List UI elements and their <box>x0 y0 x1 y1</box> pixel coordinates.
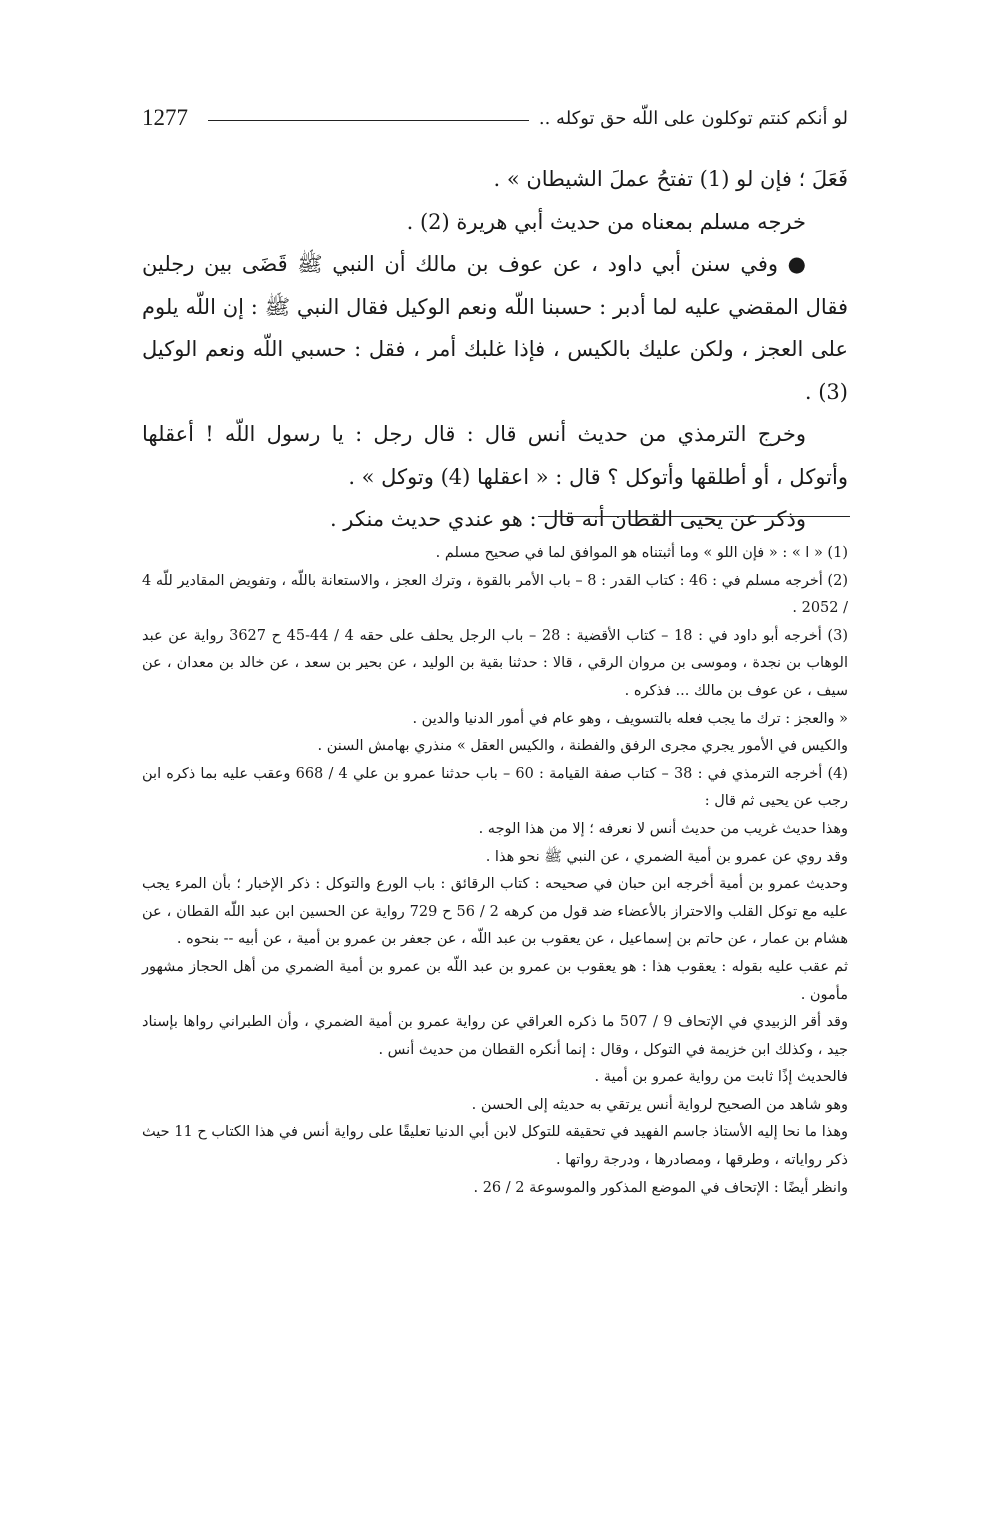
page-header <box>142 96 848 140</box>
footnote: وهذا حديث غريب من حديث أنس لا نعرفه ؛ إلا من هذا الوجه . <box>478 820 848 837</box>
footnote: (2) أخرجه مسلم في : 46 : كتاب القدر : 8 – باب الأمر بالقوة ، وترك العجز ، والاستعانة باللّه ، وتفويض المقادير للّه 4 / 2052 . <box>142 572 848 617</box>
main-paragraph: خرجه مسلم بمعناه من حديث أبي هريرة (2) . <box>406 209 806 234</box>
main-paragraph: فَعَلَ ؛ فإن لو (1) تفتحُ عملَ الشيطان » . <box>493 167 848 191</box>
footnote: (3) أخرجه أبو داود في : 18 – كتاب الأقضية : 28 – باب الرجل يحلف على حقه 4 / 44-45 ح 3627 رواية عن عبد الوهاب بن نجدة ، وموسى بن مروان الرقي ، قالا : حدثنا بقية بن الوليد ، عن بحير بن سعد ، عن خالد بن معدان ، عن سيف ، عن عوف بن مالك ... فذكره . <box>142 627 848 699</box>
header-rule <box>208 120 529 121</box>
footnote: وقد أقر الزبيدي في الإتحاف 9 / 507 ما ذكره العراقي عن رواية عمرو بن أمية الضمري ، وأن الطبراني رواها بإسناد جيد ، وكذلك ابن خزيمة في التوكل ، وقال : إنما أنكره القطان من حديث أنس . <box>142 1014 848 1058</box>
footnotes <box>142 540 848 1202</box>
footnote: وهو شاهد من الصحيح لرواية أنس يرتقي به حديثه إلى الحسن . <box>471 1096 848 1113</box>
footnote: والكيس في الأمور يجري مجرى الرفق والفطنة ، والكيس العقل » منذري بهامش السنن . <box>317 738 848 755</box>
footnote: (1) « ا » : « فإن اللو » وما أثبتناه هو الموافق لما في صحيح مسلم . <box>435 545 848 561</box>
running-title: لو أنكم كنتم توكلون على اللّه حق توكله .. <box>538 107 848 129</box>
footnote: وهذا ما نحا إليه الأستاذ جاسم الفهيد في تحقيقه للتوكل لابن أبي الدنيا تعليقًا على رواية أنس في هذا الكتاب ح 11 حيث ذكر رواياته ، وطرقها ، ومصادرها ، ودرجة رواتها . <box>142 1124 848 1169</box>
main-text <box>142 158 848 541</box>
main-paragraph: وذكر عن يحيى القطان أنه قال : هو عندي حديث منكر . <box>329 507 806 531</box>
footnote: وحديث عمرو بن أمية أخرجه ابن حبان في صحيحه : كتاب الرقائق : باب الورع والتوكل : ذكر الإخبار ؛ بأن المرء يجب عليه مع توكل القلب والاحتراز بالأعضاء ضد قول من كرهه 2 / 56 ح 729 رواية عن الحسين ابن عبد اللّه القطان ، عن هشام بن عمار ، عن حاتم بن إسماعيل ، عن يعقوب بن عبد اللّه ، عن جعفر بن عمرو بن أمية ، عن أبيه -- بنحوه . <box>142 876 849 948</box>
footnote: (4) أخرجه الترمذي في : 38 – كتاب صفة القيامة : 60 – باب حدثنا عمرو بن علي 4 / 668 وعقب عليه بما ذكره ابن رجب عن يحيى ثم قال : <box>142 765 849 810</box>
footnote: « والعجز : ترك ما يجب فعله بالتسويف ، وهو عام في أمور الدنيا والدين . <box>412 710 848 727</box>
footnote-separator <box>538 516 850 517</box>
footnote: فالحديث إذًا ثابت من رواية عمرو بن أمية . <box>594 1069 848 1086</box>
footnote: ثم عقب عليه بقوله : يعقوب هذا : هو يعقوب بن عمرو بن عبد اللّه بن عمرو بن أمية الضمري من أهل الحجاز مشهور مأمون . <box>142 958 848 1003</box>
page-number: 1277 <box>142 105 188 130</box>
footnote: وقد روي عن عمرو بن أمية الضمري ، عن النبي ﷺ نحو هذا . <box>485 848 848 865</box>
main-paragraph: ● وفي سنن أبي داود ، عن عوف بن مالك أن النبي ﷺ قَضَى بين رجلين فقال المقضي عليه لما أدبر : حسبنا اللّه ونعم الوكيل فقال النبي ﷺ : إن اللّه يلوم على العجز ، ولكن عليك بالكيس ، فإذا غلبك أمر ، فقل : حسبي اللّه ونعم الوكيل (3) . <box>142 252 848 404</box>
footnote: وانظر أيضًا : الإتحاف في الموضع المذكور والموسوعة 2 / 26 . <box>473 1179 848 1196</box>
main-paragraph: وخرج الترمذي من حديث أنس قال : قال رجل : يا رسول اللّه ! أعقلها وأتوكل ، أو أطلقها وأتوكل ؟ قال : « اعقلها (4) وتوكل » . <box>142 422 848 489</box>
